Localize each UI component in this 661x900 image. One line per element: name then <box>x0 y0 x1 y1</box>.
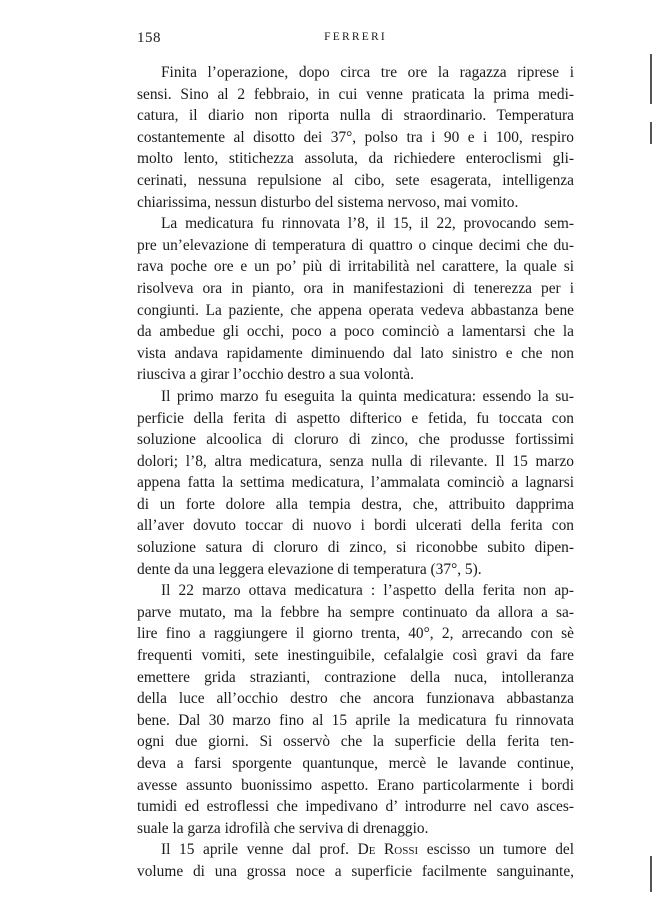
text-line: frequenti vomiti, sete inestinguibile, cefalalgie così gravi da fare <box>137 647 574 665</box>
text-line: Finita l’operazione, dopo circa tre ore la ragazza riprese i <box>161 64 574 81</box>
text-line: di un forte dolore alla tempia destra, che, attribuito dapprima <box>137 495 574 513</box>
text-line: bene. Dal 30 marzo fino al 15 aprile la medicatura fu rinnovata <box>137 711 574 729</box>
text-line: chiarissima, nessun disturbo del sistema nervoso, mai vomito. <box>137 193 519 211</box>
text-line: parve mutato, ma la febbre ha sempre continuato da allora a sa- <box>137 603 574 621</box>
text-line: suale la garza idrofilà che serviva di drenaggio. <box>137 819 429 837</box>
text-line: riusciva a girar l’occhio destro a sua volontà. <box>137 366 414 384</box>
text-line: molto lento, stitichezza assoluta, da richiedere enteroclismi gli- <box>137 150 574 168</box>
text-line: lire fino a raggiungere il giorno trenta, 40°, 2, arrecando con sè <box>137 625 574 643</box>
text-line: perficie della ferita di aspetto difterico e fetida, fu toccata con <box>137 409 574 427</box>
text-line: emettere grida strazianti, contrazione della nuca, intolleranza <box>137 668 574 686</box>
text-line: ogni due giorni. Si osservò che la superficie della ferita ten- <box>137 733 574 751</box>
text-line: all’aver dovuto toccar di nuovo i bordi ulcerati della ferita con <box>137 517 574 535</box>
text-line: risolveva ora in pianto, ora in manifestazioni di tenerezza per i <box>137 279 574 297</box>
text-line: dente da una leggera elevazione di temperatura (37°, 5). <box>137 560 482 578</box>
text-line: dolori; l’8, altra medicatura, senza nulla di rilevante. Il 15 marzo <box>137 452 574 470</box>
author-name: De Rossi <box>357 841 419 859</box>
text-line: volume di una grossa noce a superficie facilmente sanguinante, <box>137 862 574 880</box>
text-line: vista andava rapidamente diminuendo dal lato sinistro e che non <box>137 344 574 362</box>
text-line: da ambedue gli occhi, poco a poco cominciò a lamentarsi che la <box>137 323 574 341</box>
text-line: tumidi ed estroflessi che impedivano d’ introdurre nel cavo asces- <box>137 798 574 816</box>
text-line: soluzione satura di cloruro di zinco, si riconobbe subito dipen- <box>137 539 574 557</box>
scan-edge-mark <box>650 122 652 144</box>
text-line: sensi. Sino al 2 febbraio, in cui venne praticata la prima medi- <box>137 85 574 103</box>
text-line: Il primo marzo fu eseguita la quinta medicatura: essendo la su- <box>161 387 574 405</box>
body-text <box>137 62 574 883</box>
text-line: soluzione alcoolica di cloruro di zinco, che produsse fortissimi <box>137 431 574 449</box>
scan-edge-mark <box>650 54 652 104</box>
text-line: Il 15 aprile venne dal prof. De Rossi escisso un tumore del <box>161 841 574 859</box>
text-line: appena fatta la settima medicatura, l’ammalata cominciò a lagnarsi <box>137 474 574 492</box>
text-line: cerinati, nessuna repulsione al cibo, sete esagerata, intelligenza <box>137 171 574 189</box>
text-line: Il 22 marzo ottava medicatura : l’aspetto della ferita non ap- <box>161 582 574 600</box>
page-header <box>137 30 574 52</box>
text-line: costantemente al disotto dei 37°, polso tra i 90 e i 100, respiro <box>137 128 574 146</box>
text-line: La medicatura fu rinnovata l’8, il 15, il 22, provocando sem- <box>161 215 574 233</box>
text-line: deva a farsi sporgente quantunque, mercè le lavande continue, <box>137 755 574 772</box>
page-number: 158 <box>137 30 161 46</box>
text-line: avesse assunto buonissimo aspetto. Erano particolarmente i bordi <box>137 776 574 794</box>
text-line: rava poche ore e un po’ più di irritabilità nel carattere, la quale si <box>137 258 574 276</box>
text-line: catura, il diario non riporta nulla di straordinario. Temperatura <box>137 107 574 125</box>
text-line: della luce all’occhio destro che ancora funzionava abbastanza <box>137 690 574 708</box>
running-head: FERRERI <box>324 31 387 43</box>
scan-edge-mark <box>650 856 652 892</box>
text-line: pre un’elevazione di temperatura di quattro o cinque decimi che du- <box>137 236 574 254</box>
text-line: congiunti. La paziente, che appena operata vedeva abbastanza bene <box>137 301 574 319</box>
